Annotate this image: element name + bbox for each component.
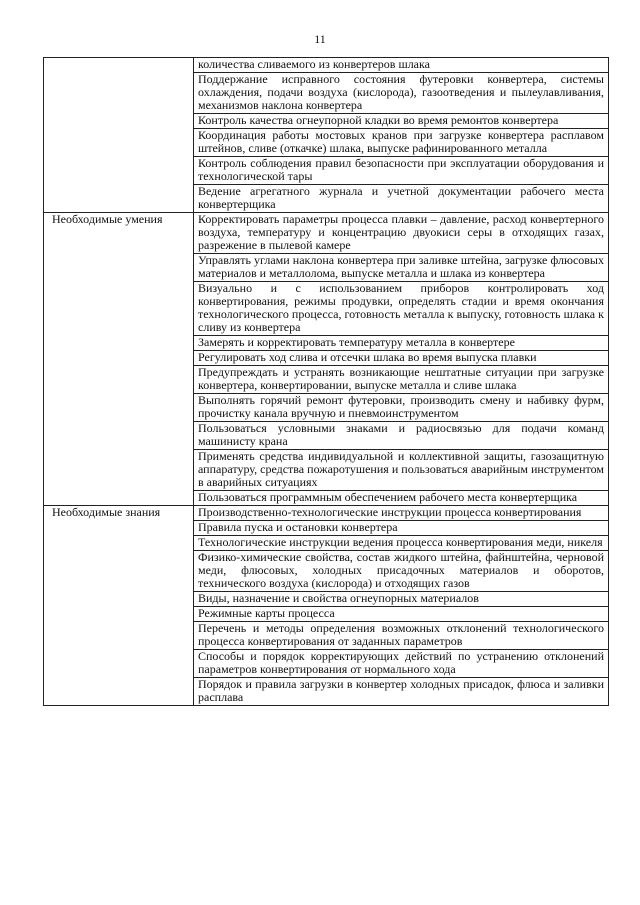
description-cell: Правила пуска и остановки конвертера (194, 521, 609, 536)
table-row (44, 58, 609, 73)
description-cell: количества сливаемого из конвертеров шлака (194, 58, 609, 73)
description-cell: Порядок и правила загрузки в конвертер холодных присадок, флюса и заливки расплава (194, 678, 609, 706)
description-cell: Физико-химические свойства, состав жидкого штейна, файнштейна, черновой меди, флюсовых, холодных присадочных материалов и оборотов, технического воздуха (кислорода) и отходящих газов (194, 551, 609, 592)
description-cell: Режимные карты процесса (194, 607, 609, 622)
description-cell: Координация работы мостовых кранов при загрузке конвертера расплавом штейнов, сливе (откачке) шлака, выпуске рафинированного металла (194, 129, 609, 157)
description-cell: Виды, назначение и свойства огнеупорных материалов (194, 592, 609, 607)
description-cell: Ведение агрегатного журнала и учетной документации рабочего места конвертерщика (194, 185, 609, 213)
description-cell: Пользоваться условными знаками и радиосвязью для подачи команд машинисту крана (194, 422, 609, 450)
description-cell: Способы и порядок корректирующих действий по устранению отклонений параметров конвертирования от нормального хода (194, 650, 609, 678)
description-cell: Выполнять горячий ремонт футеровки, производить смену и набивку фурм, прочистку канала вручную и пневмоинструментом (194, 394, 609, 422)
description-cell: Перечень и методы определения возможных отклонений технологического процесса конвертирования от заданных параметров (194, 622, 609, 650)
table-body (44, 58, 609, 706)
category-cell: Необходимые умения (44, 213, 194, 506)
description-cell: Контроль качества огнеупорной кладки во время ремонтов конвертера (194, 114, 609, 129)
category-cell (44, 58, 194, 213)
description-cell: Применять средства индивидуальной и коллективной защиты, газозащитную аппаратуру, средства пожаротушения и пользоваться аварийным инструментом в аварийных ситуациях (194, 450, 609, 491)
description-cell: Замерять и корректировать температуру металла в конвертере (194, 336, 609, 351)
page-number: 11 (314, 32, 326, 46)
description-cell: Производственно-технологические инструкции процесса конвертирования (194, 506, 609, 521)
table-row (44, 506, 609, 521)
description-cell: Пользоваться программным обеспечением рабочего места конвертерщика (194, 491, 609, 506)
description-cell: Корректировать параметры процесса плавки – давление, расход конвертерного воздуха, температуру и концентрацию двуокиси серы в отходящих газах, разрежение в пылевой камере (194, 213, 609, 254)
description-cell: Регулировать ход слива и отсечки шлака во время выпуска плавки (194, 351, 609, 366)
description-cell: Технологические инструкции ведения процесса конвертирования меди, никеля (194, 536, 609, 551)
description-cell: Визуально и с использованием приборов контролировать ход конвертирования, режимы продувки, определять стадии и время окончания технологического процесса, готовность металла к выпуску, готовность шлака к сливу из конвертера (194, 282, 609, 336)
description-cell: Поддержание исправного состояния футеровки конвертера, системы охлаждения, подачи воздуха (кислорода), газоотведения и пылеулавливания, механизмов наклона конвертера (194, 73, 609, 114)
category-cell: Необходимые знания (44, 506, 194, 706)
description-cell: Управлять углами наклона конвертера при заливке штейна, загрузке флюсовых материалов и металлолома, выпуске металла и шлака из конвертера (194, 254, 609, 282)
description-cell: Контроль соблюдения правил безопасности при эксплуатации оборудования и технологической тары (194, 157, 609, 185)
description-cell: Предупреждать и устранять возникающие нештатные ситуации при загрузке конвертера, конвертировании, выпуске металла и сливе шлака (194, 366, 609, 394)
competency-table (43, 57, 609, 706)
table-row (44, 213, 609, 254)
